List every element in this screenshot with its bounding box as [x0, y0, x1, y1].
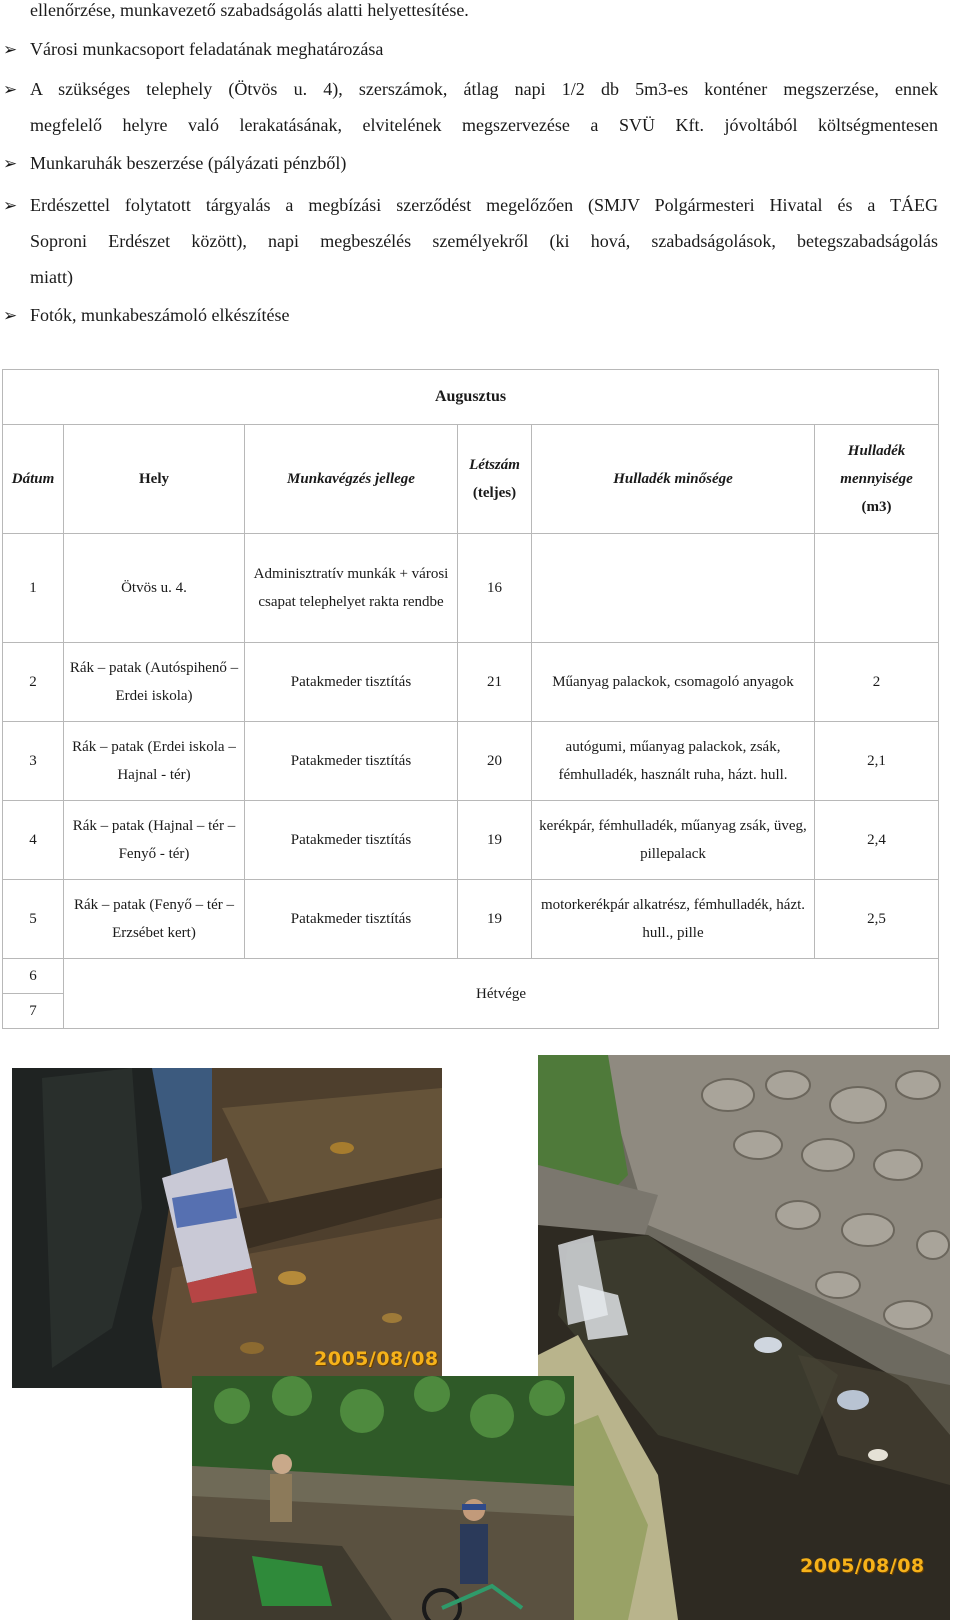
- cell-minoseg: autógumi, műanyag palackok, zsák, fémhulladék, használt ruha, házt. hull.: [532, 722, 815, 801]
- table-row: [3, 880, 939, 959]
- cell-datum: 2: [3, 643, 64, 722]
- cell-mennyiseg: [815, 534, 939, 643]
- table-title: Augusztus: [3, 370, 939, 425]
- bullet-arrow-icon: ➢: [3, 196, 18, 216]
- photo-stream-wall: [538, 1055, 950, 1620]
- cell-hely: Rák – patak (Hajnal – tér – Fenyő - tér): [64, 801, 245, 880]
- cell-hely: Rák – patak (Fenyő – tér – Erzsébet kert): [64, 880, 245, 959]
- photo-date-stamp: 2005/08/08: [314, 1348, 439, 1370]
- table-row: [3, 801, 939, 880]
- col-header-letszam: [458, 425, 532, 534]
- cell-mennyiseg: 2,4: [815, 801, 939, 880]
- cell-minoseg: [532, 534, 815, 643]
- cell-datum: 3: [3, 722, 64, 801]
- continued-line: ellenőrzése, munkavezető szabadságolás alatti helyettesítése.: [30, 0, 469, 20]
- col-header-hely: Hely: [64, 425, 245, 534]
- cell-mennyiseg: 2,1: [815, 722, 939, 801]
- col-header-letszam-line2: (teljes): [472, 485, 517, 501]
- bullet-arrow-icon: ➢: [3, 40, 18, 60]
- col-header-mennyiseg-line1: Hulladék: [847, 443, 906, 459]
- table-row: [3, 722, 939, 801]
- bullet-text: miatt): [30, 267, 73, 287]
- cell-datum: 1: [3, 534, 64, 643]
- cell-hely: Ötvös u. 4.: [64, 534, 245, 643]
- bullet-text: megfelelő helyre való lerakatásának, elvitelének megszervezése a SVÜ Kft. jóvoltából költségmentesen: [30, 115, 938, 135]
- august-work-table: [2, 369, 939, 1029]
- cell-weekend-label: Hétvége: [64, 959, 939, 1029]
- cell-datum: 5: [3, 880, 64, 959]
- cell-jelleg: Patakmeder tisztítás: [245, 722, 458, 801]
- table-row: [3, 534, 939, 643]
- table-row-weekend: [3, 959, 939, 994]
- col-header-mennyiseg-line3: (m3): [861, 499, 892, 515]
- cell-minoseg: kerékpár, fémhulladék, műanyag zsák, üveg, pillepalack: [532, 801, 815, 880]
- table-row: [3, 643, 939, 722]
- col-header-letszam-line1: Létszám: [469, 457, 520, 473]
- bullet-arrow-icon: ➢: [3, 306, 18, 326]
- photo-date-stamp: 2005/08/08: [800, 1555, 925, 1577]
- table-header-row: [3, 425, 939, 534]
- photo-workers-stream: [192, 1376, 574, 1620]
- cell-mennyiseg: 2: [815, 643, 939, 722]
- cell-jelleg: Adminisztratív munkák + városi csapat telephelyet rakta rendbe: [245, 534, 458, 643]
- bullet-text: A szükséges telephely (Ötvös u. 4), szerszámok, átlag napi 1/2 db 5m3-es konténer megszerzése, ennek: [30, 79, 938, 99]
- cell-mennyiseg: 2,5: [815, 880, 939, 959]
- cell-datum: 7: [3, 994, 64, 1029]
- cell-hely: Rák – patak (Erdei iskola – Hajnal - tér): [64, 722, 245, 801]
- cell-jelleg: Patakmeder tisztítás: [245, 643, 458, 722]
- cell-minoseg: motorkerékpár alkatrész, fémhulladék, házt. hull., pille: [532, 880, 815, 959]
- cell-hely: Rák – patak (Autóspihenő – Erdei iskola): [64, 643, 245, 722]
- cell-letszam: 19: [458, 880, 532, 959]
- col-header-jelleg: Munkavégzés jellege: [245, 425, 458, 534]
- photo-boot-cleanup: [12, 1068, 442, 1388]
- bullet-text: Városi munkacsoport feladatának meghatározása: [30, 39, 384, 59]
- bullet-text: Soproni Erdészet között), napi megbeszélés személyekről (ki hová, szabadságolások, betegszabadságolás: [30, 231, 938, 251]
- bullet-text: Fotók, munkabeszámoló elkészítése: [30, 305, 290, 325]
- bullet-text: Munkaruhák beszerzése (pályázati pénzből): [30, 153, 347, 173]
- cell-datum: 6: [3, 959, 64, 994]
- cell-letszam: 16: [458, 534, 532, 643]
- cell-jelleg: Patakmeder tisztítás: [245, 801, 458, 880]
- cell-jelleg: Patakmeder tisztítás: [245, 880, 458, 959]
- cell-letszam: 20: [458, 722, 532, 801]
- bullet-text: Erdészettel folytatott tárgyalás a megbízási szerződést megelőzően (SMJV Polgármesteri Hivatal és a TÁEG: [30, 195, 938, 215]
- cell-minoseg: Műanyag palackok, csomagoló anyagok: [532, 643, 815, 722]
- cell-datum: 4: [3, 801, 64, 880]
- bullet-arrow-icon: ➢: [3, 80, 18, 100]
- cell-letszam: 19: [458, 801, 532, 880]
- col-header-datum: Dátum: [3, 425, 64, 534]
- bullet-arrow-icon: ➢: [3, 154, 18, 174]
- col-header-mennyiseg-line2: mennyisége: [840, 471, 913, 487]
- cell-letszam: 21: [458, 643, 532, 722]
- col-header-mennyiseg: [815, 425, 939, 534]
- col-header-minoseg: Hulladék minősége: [532, 425, 815, 534]
